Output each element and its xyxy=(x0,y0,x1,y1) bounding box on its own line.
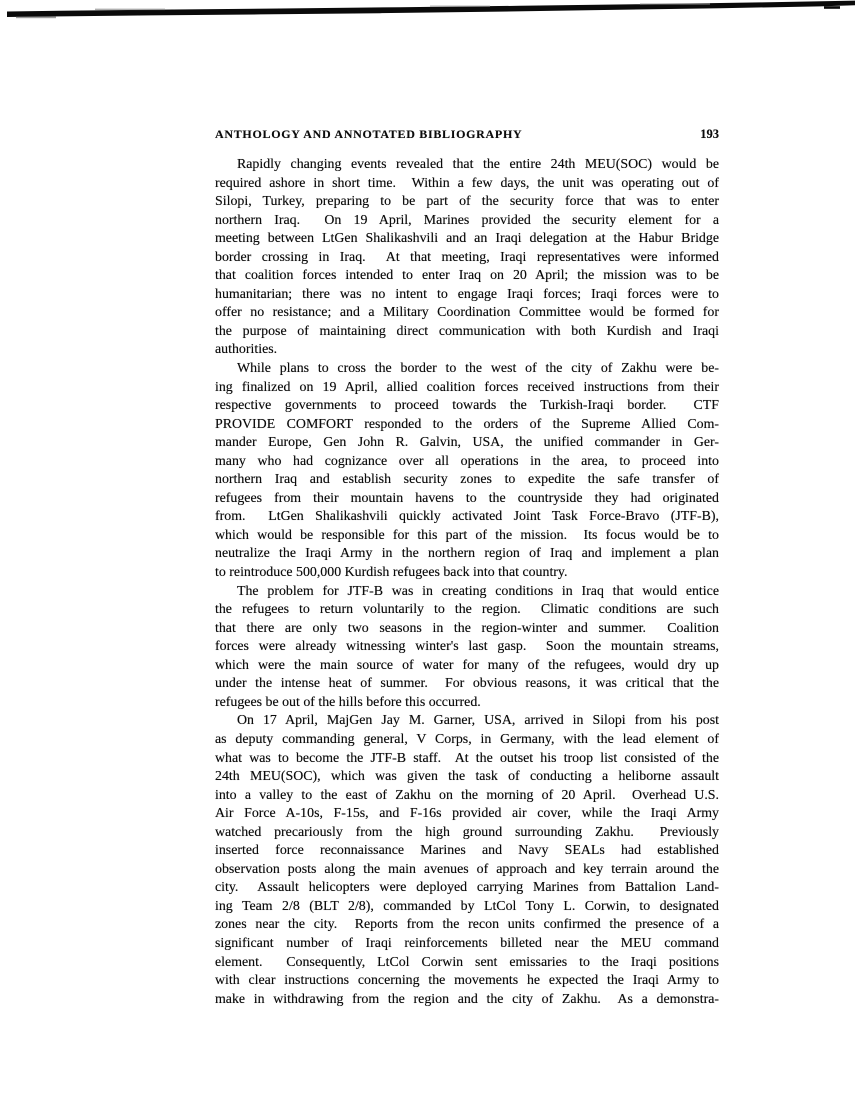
scan-bar-shape xyxy=(0,0,856,22)
page-number: 193 xyxy=(700,127,719,141)
text-line: refugees be out of the hills before this occurred. xyxy=(215,694,481,710)
text-line: city. Assault helicopters were deployed carrying Marines from Battalion Land- xyxy=(215,880,719,896)
text-line: neutralize the Iraqi Army in the northern region of Iraq and implement a plan xyxy=(215,546,719,562)
text-line: mander Europe, Gen John R. Galvin, USA, the unified commander in Ger- xyxy=(215,435,719,451)
text-line: the purpose of maintaining direct communication with both Kurdish and Iraqi xyxy=(215,323,719,339)
text-line: forces were already witnessing winter's last gasp. Soon the mountain streams, xyxy=(215,639,719,655)
text-line: The problem for JTF-B was in creating conditions in Iraq that would entice xyxy=(237,583,719,599)
text-line: significant number of Iraqi reinforcements billeted near the MEU command xyxy=(215,935,719,951)
text-line: While plans to cross the border to the west of the city of Zakhu were be- xyxy=(237,361,719,377)
text-line: many who had cognizance over all operations in the area, to proceed into xyxy=(215,453,719,469)
text-line: ing finalized on 19 April, allied coalition forces received instructions from their xyxy=(215,379,719,395)
body-text xyxy=(215,156,719,1009)
text-line: which were the main source of water for many of the refugees, would dry up xyxy=(215,657,719,673)
running-header-title: ANTHOLOGY AND ANNOTATED BIBLIOGRAPHY xyxy=(215,127,523,141)
text-line: On 17 April, MajGen Jay M. Garner, USA, arrived in Silopi from his post xyxy=(237,713,719,729)
text-line: watched precariously from the high ground surrounding Zakhu. Previously xyxy=(215,824,719,840)
text-line: element. Consequently, LtCol Corwin sent emissaries to the Iraqi positions xyxy=(215,954,719,970)
text-line: which would be responsible for this part of the mission. Its focus would be to xyxy=(215,527,719,543)
text-line: that coalition forces intended to enter Iraq on 20 April; the mission was to be xyxy=(215,268,719,284)
text-line: as deputy commanding general, V Corps, in Germany, with the lead element of xyxy=(215,731,719,747)
text-line: Rapidly changing events revealed that the entire 24th MEU(SOC) would be xyxy=(237,157,719,172)
text-line: to reintroduce 500,000 Kurdish refugees back into that country. xyxy=(215,565,568,581)
text-line: ing Team 2/8 (BLT 2/8), commanded by LtCol Tony L. Corwin, to designated xyxy=(215,898,719,914)
text-line: observation posts along the main avenues of approach and key terrain around the xyxy=(215,861,719,877)
running-header xyxy=(215,127,719,142)
text-line: refugees from their mountain havens to the countryside they had originated xyxy=(215,490,719,506)
text-line: from. LtGen Shalikashvili quickly activated Joint Task Force-Bravo (JTF-B), xyxy=(215,509,719,525)
text-line: 24th MEU(SOC), which was given the task of conducting a heliborne assault xyxy=(215,769,719,785)
text-line: border crossing in Iraq. At that meeting, Iraqi representatives were informed xyxy=(215,249,719,265)
text-line: make in withdrawing from the region and the city of Zakhu. As a demonstra- xyxy=(215,991,719,1007)
text-line: what was to become the JTF-B staff. At the outset his troop list consisted of the xyxy=(215,750,719,766)
text-line: humanitarian; there was no intent to engage Iraqi forces; Iraqi forces were to xyxy=(215,286,719,302)
text-line: authorities. xyxy=(215,342,278,358)
text-line: offer no resistance; and a Military Coordination Committee would be formed for xyxy=(215,305,719,321)
text-line: Air Force A-10s, F-15s, and F-16s provided air cover, while the Iraqi Army xyxy=(215,806,719,822)
text-line: that there are only two seasons in the region-winter and summer. Coalition xyxy=(215,620,719,636)
text-line: northern Iraq. On 19 April, Marines provided the security element for a xyxy=(215,212,719,228)
scan-artifact-bar xyxy=(0,0,856,27)
text-line: the refugees to return voluntarily to the region. Climatic conditions are such xyxy=(215,602,719,618)
text-line: inserted force reconnaissance Marines and Navy SEALs had established xyxy=(215,843,719,859)
text-line: respective governments to proceed towards the Turkish-Iraqi border. CTF xyxy=(215,398,719,414)
text-line: under the intense heat of summer. For obvious reasons, it was critical that the xyxy=(215,676,719,692)
text-line: PROVIDE COMFORT responded to the orders of the Supreme Allied Com- xyxy=(215,416,719,432)
text-line: meeting between LtGen Shalikashvili and an Iraqi delegation at the Habur Bridge xyxy=(215,231,719,247)
text-line: zones near the city. Reports from the recon units confirmed the presence of a xyxy=(215,917,719,933)
text-line: required ashore in short time. Within a few days, the unit was operating out of xyxy=(215,175,719,191)
text-line: northern Iraq and establish security zones to expedite the safe transfer of xyxy=(215,472,719,488)
text-line: with clear instructions concerning the movements he expected the Iraqi Army to xyxy=(215,973,719,989)
text-line: into a valley to the east of Zakhu on the morning of 20 April. Overhead U.S. xyxy=(215,787,719,803)
text-line: Silopi, Turkey, preparing to be part of the security force that was to enter xyxy=(215,194,719,210)
